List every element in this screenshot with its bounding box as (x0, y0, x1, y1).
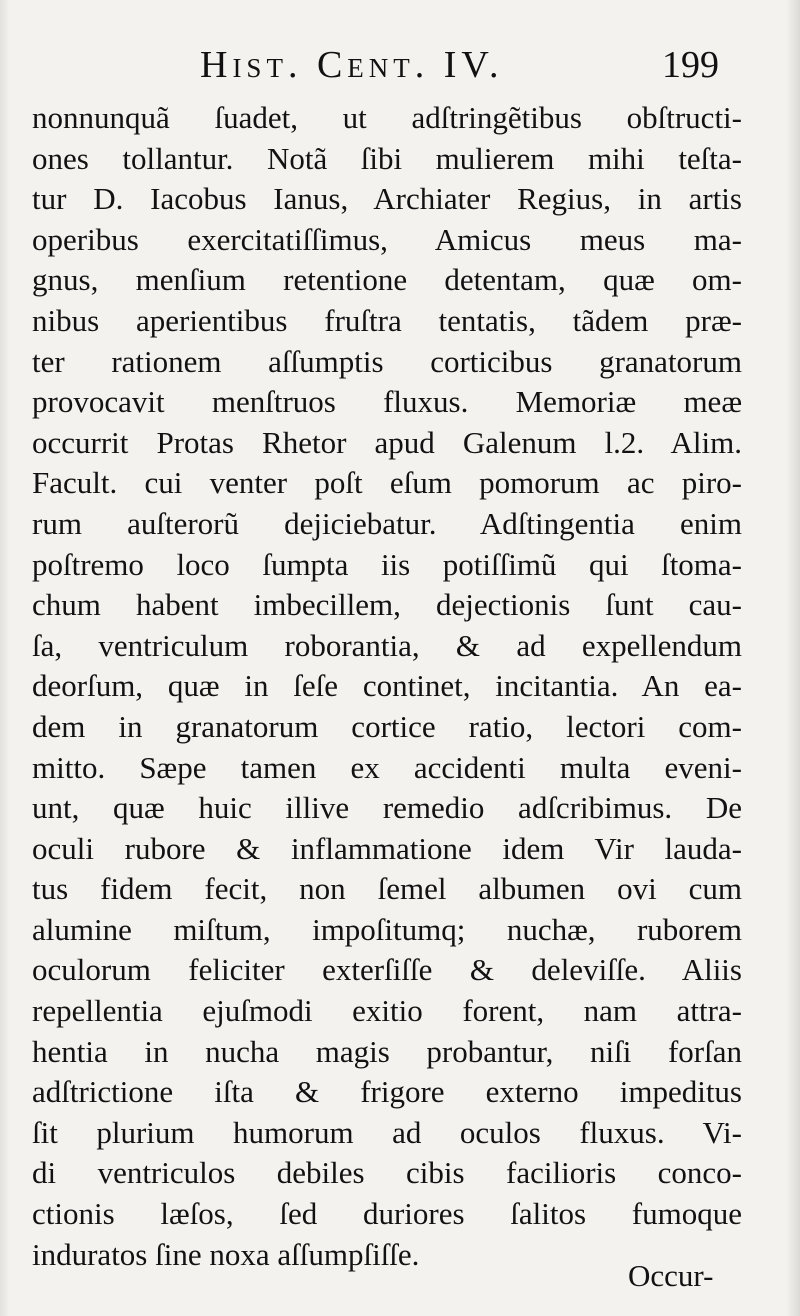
page-number: 199 (662, 44, 719, 86)
page-left-shadow (0, 0, 10, 1316)
text-line: operibus exercitatiſſimus, Amicus meus ma- (32, 221, 742, 257)
text-line: ter rationem aſſumptis corticibus granatorum (32, 343, 742, 379)
text-line: gnus, menſium retentione detentam, quæ om- (32, 262, 742, 298)
text-line: induratos ſine noxa aſſumpſiſſe. (32, 1236, 420, 1272)
header-title: Hist. Cent. IV. (200, 44, 504, 86)
text-line: ones tollantur. Notã ſibi mulierem mihi teſta- (32, 140, 742, 176)
text-line: tur D. Iacobus Ianus, Archiater Regius, in artis (32, 181, 742, 217)
text-line: hentia in nucha magis probantur, niſi forſan (32, 1033, 742, 1069)
text-line: oculi rubore & inflammatione idem Vir lauda- (32, 830, 742, 866)
text-line: deorſum, quæ in ſeſe continet, incitantia. An ea- (32, 668, 742, 704)
text-line: alumine miſtum, impoſitumq; nuchæ, ruborem (32, 911, 742, 947)
text-line: tus fidem fecit, non ſemel albumen ovi cum (32, 871, 742, 907)
text-line: unt, quæ huic illive remedio adſcribimus. De (32, 790, 742, 826)
text-line: ſit plurium humorum ad oculos fluxus. Vi- (32, 1114, 742, 1150)
text-line: dem in granatorum cortice ratio, lectori com- (32, 708, 742, 744)
text-line: mitto. Sæpe tamen ex accidenti multa eveni- (32, 749, 742, 785)
text-line: ſa, ventriculum roborantia, & ad expellendum (32, 627, 742, 663)
body-text (32, 98, 742, 1275)
catchword: Occur- (628, 1258, 714, 1293)
text-line: poſtremo loco ſumpta iis potiſſimũ qui ſtoma- (32, 546, 742, 582)
text-line: adſtrictione iſta & frigore externo impeditus (32, 1074, 742, 1110)
text-line: rum auſterorũ dejiciebatur. Adſtingentia enim (32, 505, 742, 541)
text-line: provocavit menſtruos fluxus. Memoriæ meæ (32, 384, 742, 420)
text-line: ctionis læſos, ſed duriores ſalitos fumoque (32, 1196, 742, 1232)
text-line: Facult. cui venter poſt eſum pomorum ac piro- (32, 465, 742, 501)
text-line: nibus aperientibus fruſtra tentatis, tãdem præ- (32, 302, 742, 338)
page-edge-shadow (786, 0, 800, 1316)
text-line: occurrit Protas Rhetor apud Galenum l.2. Alim. (32, 424, 742, 460)
text-line: chum habent imbecillem, dejectionis ſunt cau- (32, 587, 742, 623)
text-line: oculorum feliciter exterſiſſe & deleviſſe. Aliis (32, 952, 742, 988)
text-line: di ventriculos debiles cibis facilioris conco- (32, 1155, 742, 1191)
running-head (0, 40, 800, 90)
text-line: repellentia ejuſmodi exitio forent, nam attra- (32, 993, 742, 1029)
text-line: nonnunquã ſuadet, ut adſtringẽtibus obſtructi- (32, 100, 742, 135)
